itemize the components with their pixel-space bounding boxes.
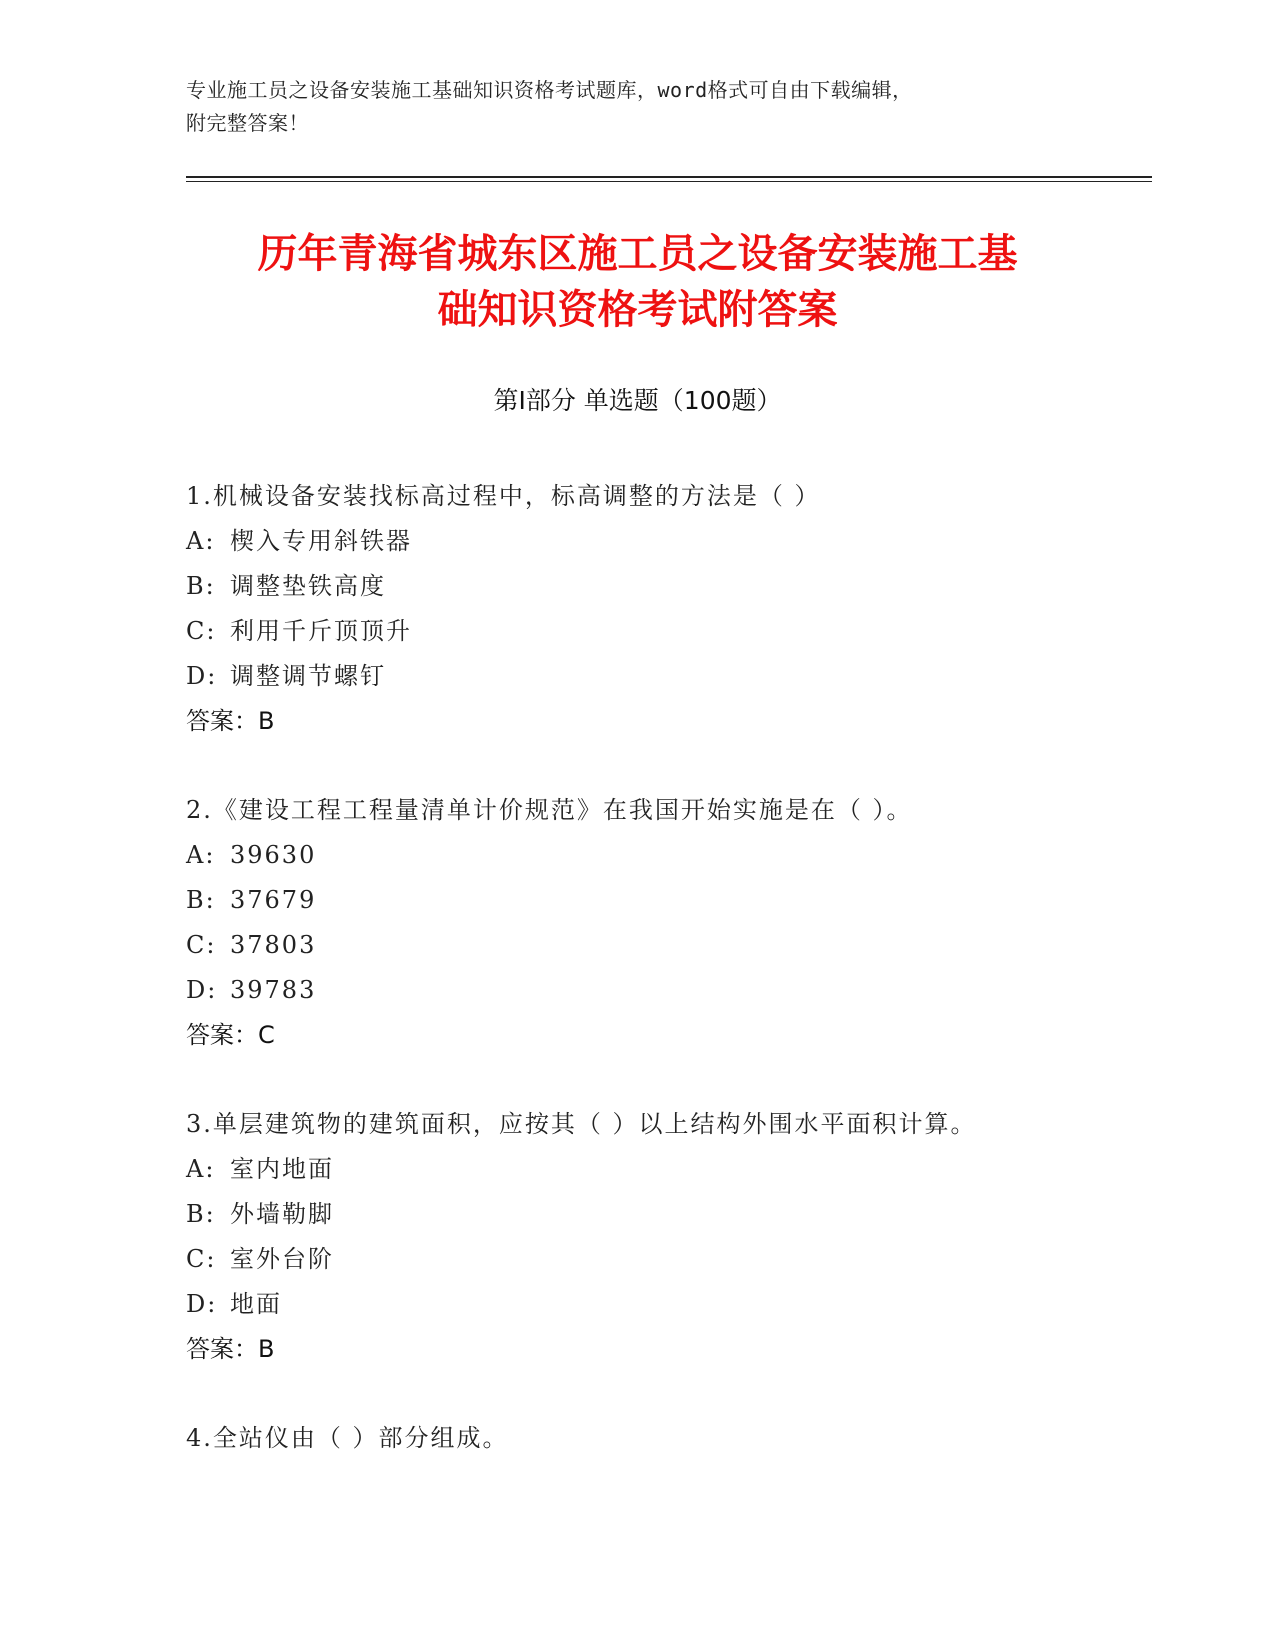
section-heading: 第Ⅰ部分 单选题（100题） [493, 386, 782, 415]
header-note-line-2: 附完整答案！ [186, 111, 309, 135]
option-c [186, 923, 1146, 968]
answer-line: 答案：B [186, 707, 275, 735]
option-d [186, 1282, 1146, 1327]
option-key: C: [186, 1245, 217, 1273]
header-divider-thin [186, 181, 1152, 182]
question-stem: 3.单层建筑物的建筑面积，应按其（ ）以上结构外围水平面积计算。 [186, 1110, 977, 1138]
option-text: 利用千斤顶顶升 [230, 617, 412, 645]
option-text: 室外台阶 [230, 1245, 334, 1273]
option-text: 37803 [230, 931, 317, 959]
option-key: B: [186, 1200, 216, 1228]
question-4 [186, 1416, 1146, 1461]
answer-line: 答案：C [186, 1021, 275, 1049]
header-note-line-1: 专业施工员之设备安装施工基础知识资格考试题库，word格式可自由下载编辑， [186, 78, 913, 102]
answer-line: 答案：B [186, 1335, 275, 1363]
option-text: 调整垫铁高度 [230, 572, 386, 600]
document-title-line-1: 历年青海省城东区施工员之设备安装施工基 [257, 231, 1018, 277]
question-list [186, 474, 1146, 1505]
option-key: B: [186, 886, 216, 914]
option-a [186, 1147, 1146, 1192]
option-a [186, 519, 1146, 564]
question-1 [186, 474, 1146, 744]
option-key: A: [186, 1155, 216, 1183]
option-key: D: [186, 1290, 218, 1318]
option-text: 楔入专用斜铁器 [230, 527, 412, 555]
option-key: C: [186, 617, 217, 645]
option-text: 室内地面 [230, 1155, 334, 1183]
document-title-line-2: 础知识资格考试附答案 [437, 287, 838, 333]
option-c [186, 1237, 1146, 1282]
document-title [150, 226, 1125, 338]
option-text: 外墙勒脚 [230, 1200, 334, 1228]
option-a [186, 833, 1146, 878]
option-text: 地面 [230, 1290, 282, 1318]
option-text: 39630 [230, 841, 317, 869]
option-text: 调整调节螺钉 [230, 662, 386, 690]
question-2 [186, 788, 1146, 1058]
option-text: 39783 [230, 976, 317, 1004]
option-d [186, 968, 1146, 1013]
question-stem: 2.《建设工程工程量清单计价规范》在我国开始实施是在（ ）。 [186, 796, 913, 824]
option-key: B: [186, 572, 216, 600]
option-c [186, 609, 1146, 654]
option-key: C: [186, 931, 217, 959]
header-divider-thick [186, 176, 1152, 178]
option-text: 37679 [230, 886, 317, 914]
option-key: A: [186, 527, 216, 555]
question-stem: 1.机械设备安装找标高过程中，标高调整的方法是（ ） [186, 482, 821, 510]
header-note [186, 74, 1066, 140]
option-key: D: [186, 976, 218, 1004]
question-3 [186, 1102, 1146, 1372]
option-b [186, 564, 1146, 609]
option-d [186, 654, 1146, 699]
option-b [186, 878, 1146, 923]
option-b [186, 1192, 1146, 1237]
question-stem: 4.全站仪由（ ）部分组成。 [186, 1424, 509, 1452]
option-key: D: [186, 662, 218, 690]
option-key: A: [186, 841, 216, 869]
